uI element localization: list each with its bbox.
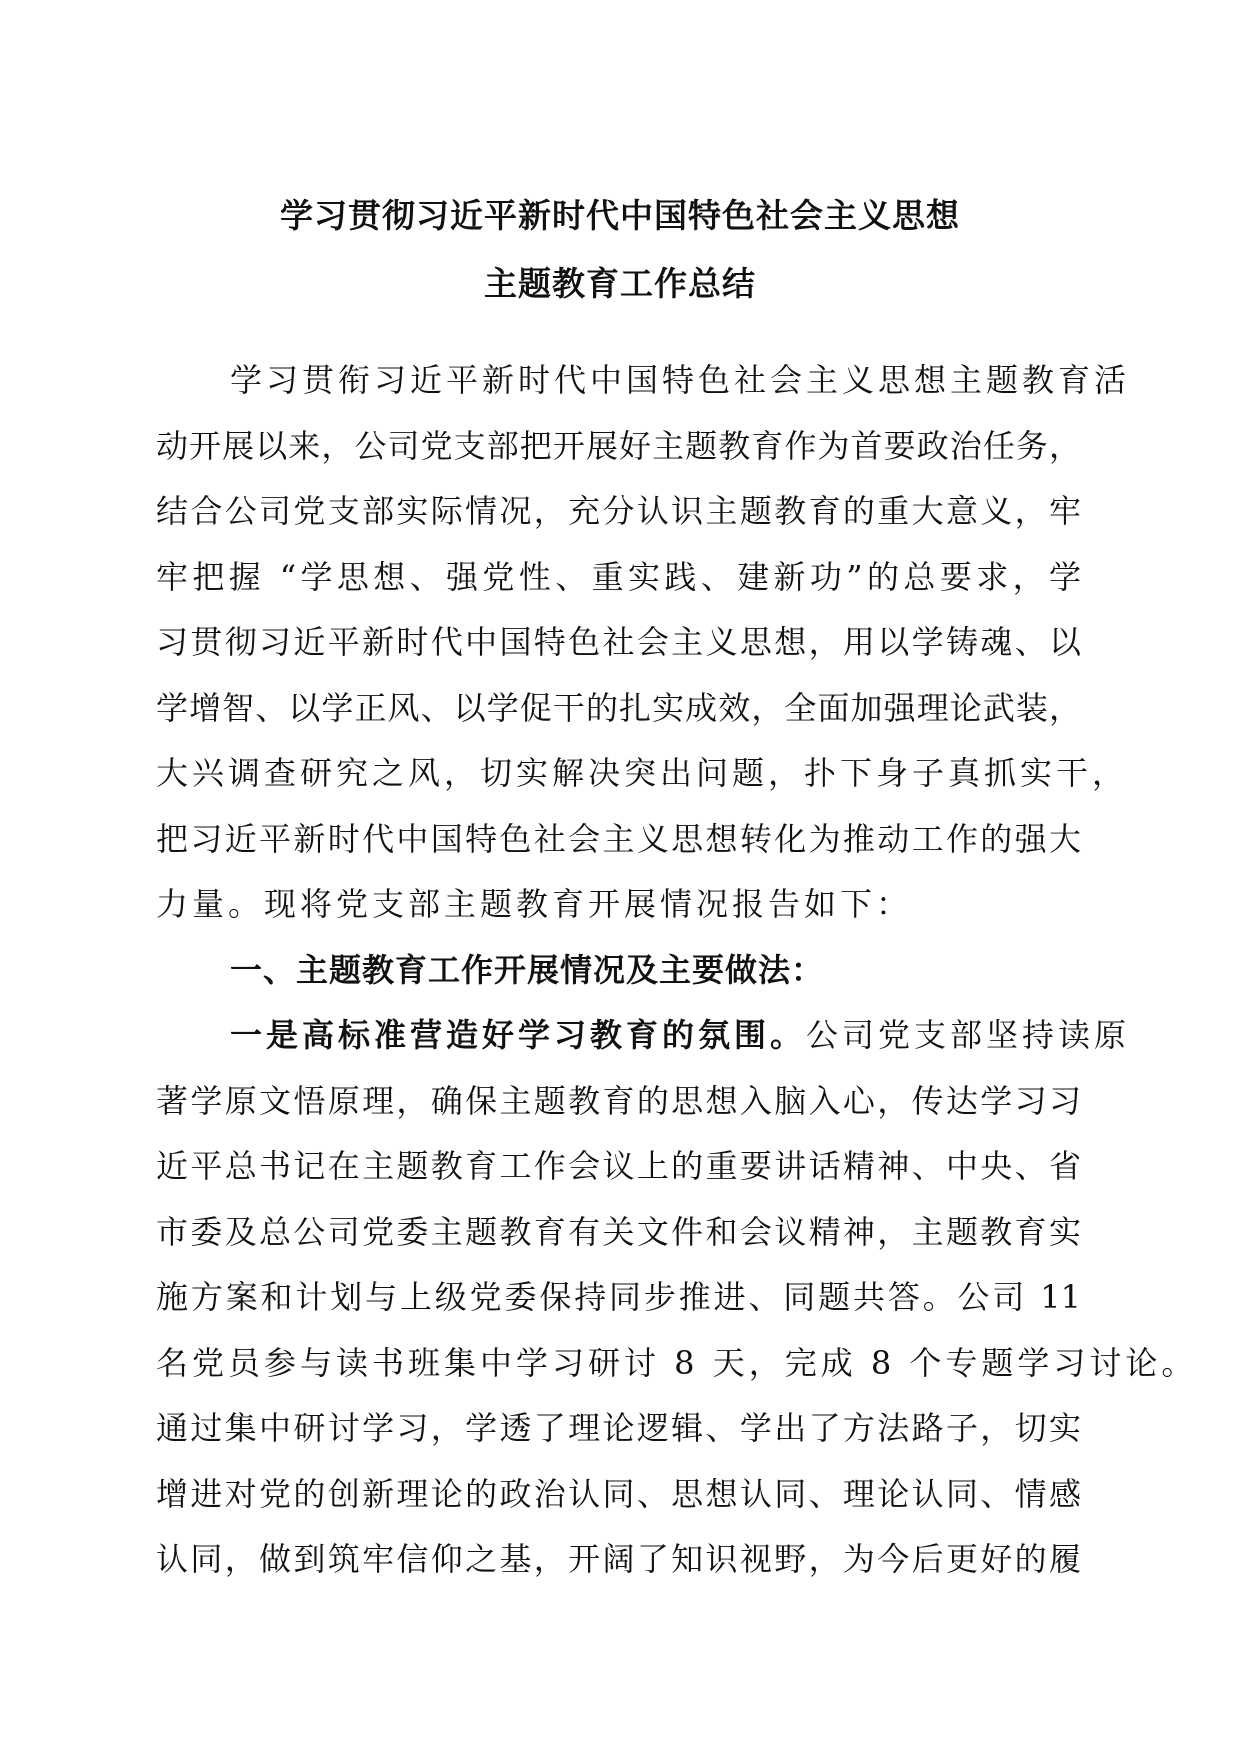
document-title-line-1: 学习贯彻习近平新时代中国特色社会主义思想 (280, 196, 960, 235)
intro-line: 学习贯衔习近平新时代中国特色社会主义思想主题教育活 (230, 361, 1131, 399)
para-line: 通过集中研讨学习，学透了理论逻辑、学出了方法路子，切实 (156, 1409, 1081, 1447)
intro-line: 习贯彻习近平新时代中国特色社会主义思想，用以学铸魂、以 (156, 623, 1081, 661)
document-title-line-2: 主题教育工作总结 (484, 264, 756, 303)
intro-line: 学增智、以学正风、以学促干的扎实成效，全面加强理论武装， (156, 688, 1081, 727)
para-line: 近平总书记在主题教育工作会议上的重要讲话精神、中央、省 (156, 1147, 1081, 1185)
intro-line: 力量。现将党支部主题教育开展情况报告如下： (156, 885, 913, 923)
para-lead-sentence: 一是高标准营造好学习教育的氛围。 (230, 1016, 807, 1054)
intro-line: 大兴调查研究之风，切实解决突出问题，扑下身子真抓实干， (156, 754, 1129, 792)
intro-line: 牢把握 “学思想、强党性、重实践、建新功”的总要求，学 (156, 557, 1081, 596)
intro-line: 动开展以来，公司党支部把开展好主题教育作为首要政治任务， (156, 426, 1081, 465)
para-first-rest: 公司党支部坚持读原 (806, 1016, 1131, 1054)
para-line-first (156, 1003, 1131, 1069)
intro-line: 把习近平新时代中国特色社会主义思想转化为推动工作的强大 (156, 819, 1081, 858)
para-line: 市委及总公司党委主题教育有关文件和会议精神，主题教育实 (156, 1212, 1081, 1251)
para-line: 名党员参与读书班集中学习研讨 8 天，完成 8 个专题学习讨论。 (156, 1343, 1198, 1382)
para-line: 施方案和计划与上级党委保持同步推进、同题共答。公司 11 (156, 1278, 1081, 1316)
para-line: 认同，做到筑牢信仰之基，开阔了知识视野，为今后更好的履 (156, 1540, 1081, 1578)
document-body (156, 348, 1198, 1593)
para-line: 著学原文悟原理，确保主题教育的思想入脑入心，传达学习习 (156, 1081, 1081, 1120)
section-heading: 一、主题教育工作开展情况及主要做法： (230, 950, 825, 989)
intro-line: 结合公司党支部实际情况，充分认识主题教育的重大意义，牢 (156, 492, 1081, 530)
para-line: 增进对党的创新理论的政治认同、思想认同、理论认同、情感 (156, 1474, 1081, 1513)
